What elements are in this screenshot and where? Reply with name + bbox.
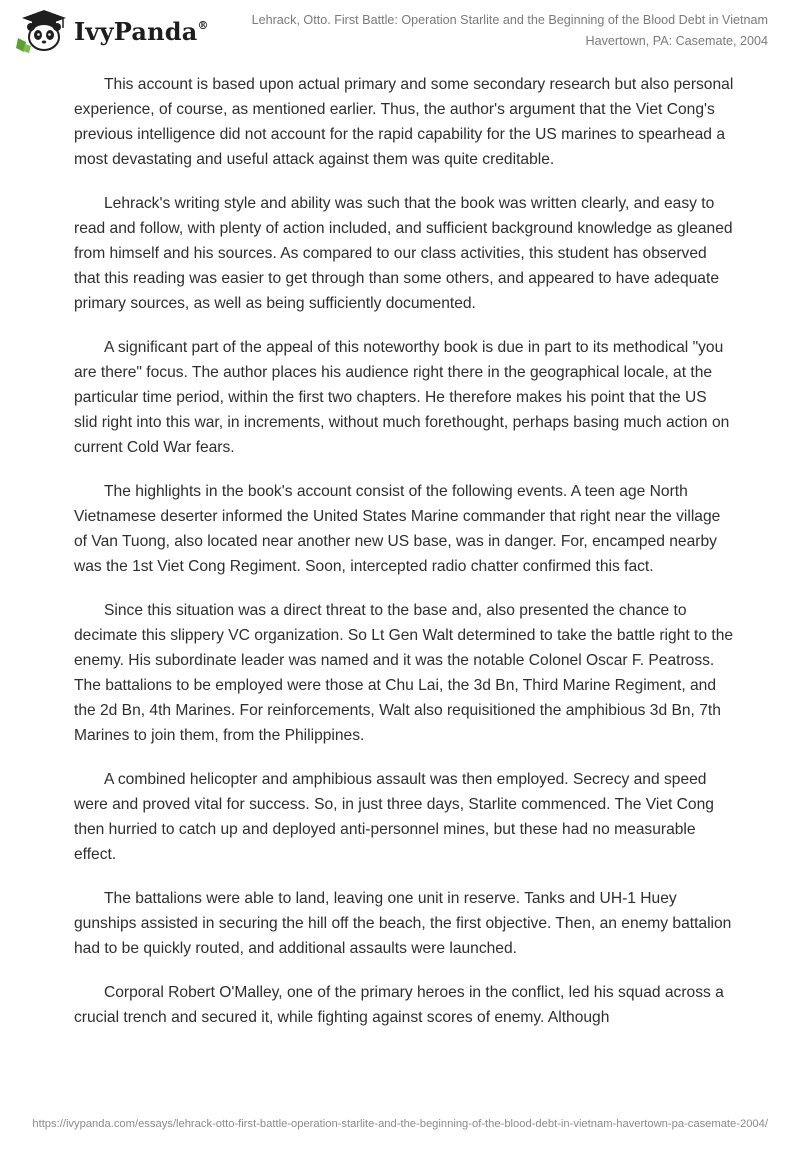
paragraph: The battalions were able to land, leaving one unit in reserve. Tanks and UH-1 Huey gunships assisted in securing the hill off the beach, the first objective. Then, an enemy battalion had to be quickly routed, and additional assaults were launched. xyxy=(74,890,732,957)
paragraph: This account is based upon actual primary and some secondary research but also personal experience, of course, as mentioned earlier. Thus, the author's argument that the Viet Cong's previous intelligence did not account for the rapid capability for the US marines to spearhead a most devastating and useful attack against them was quite creditable. xyxy=(74,76,734,168)
panda-mascot-icon xyxy=(14,8,70,54)
paragraph: Since this situation was a direct threat to the base and, also presented the chance to decimate this slippery VC organization. So Lt Gen Walt determined to take the battle right to the enemy. His subordinate leader was named and it was the notable Colonel Oscar F. Peatross. The battalions to be employed were those at Chu Lai, the 3d Bn, Third Marine Regiment, and the 2d Bn, 4th Marines. For reinforcements, Walt also requisitioned the amphibious 3d Bn, 7th Marines to join them, from the Philippines. xyxy=(74,602,734,744)
ivypanda-logo[interactable] xyxy=(14,8,209,54)
paragraph: A significant part of the appeal of this noteworthy book is due in part to its methodical "you are there" focus. The author places his audience right there in the geographical locale, at the particular time period, within the first two chapters. He therefore makes his point that the US slid right into this war, in increments, without much forethought, perhaps basing much action on current Cold War fears. xyxy=(74,339,730,456)
citation xyxy=(252,10,768,52)
citation-line-2: Havertown, PA: Casemate, 2004 xyxy=(585,34,768,48)
citation-line-1: Lehrack, Otto. First Battle: Operation Starlite and the Beginning of the Blood Debt in Vietnam xyxy=(251,13,768,27)
brand-name: IvyPanda® xyxy=(74,16,209,46)
trademark-symbol: ® xyxy=(197,18,209,32)
paragraph: The highlights in the book's account consist of the following events. A teen age North Vietnamese deserter informed the United States Marine commander that right near the village of Van Tuong, also located near another new US base, was in danger. For, encamped nearby was the 1st Viet Cong Regiment. Soon, intercepted radio chatter confirmed this fact. xyxy=(74,483,721,575)
paragraph: Lehrack's writing style and ability was such that the book was written clearly, and easy to read and follow, with plenty of action included, and sufficient background knowledge as gleaned from himself and his sources. As compared to our class activities, this student has observed that this reading was easier to get through than some others, and appeared to have adequate primary sources, as well as being sufficiently documented. xyxy=(74,195,733,312)
page-header xyxy=(0,0,800,60)
paragraph: Corporal Robert O'Malley, one of the primary heroes in the conflict, led his squad across a crucial trench and secured it, while fighting against scores of enemy. Although xyxy=(74,984,724,1026)
essay-body xyxy=(74,72,734,1049)
source-url[interactable]: https://ivypanda.com/essays/lehrack-otto-first-battle-operation-starlite-and-the-beginning-of-the-blood-debt-in-vietnam-havertown-pa-casemate-2004/ xyxy=(32,1118,768,1130)
paragraph: A combined helicopter and amphibious assault was then employed. Secrecy and speed were and proved vital for success. So, in just three days, Starlite commenced. The Viet Cong then hurried to catch up and deployed anti-personnel mines, but these had no measurable effect. xyxy=(74,771,714,863)
